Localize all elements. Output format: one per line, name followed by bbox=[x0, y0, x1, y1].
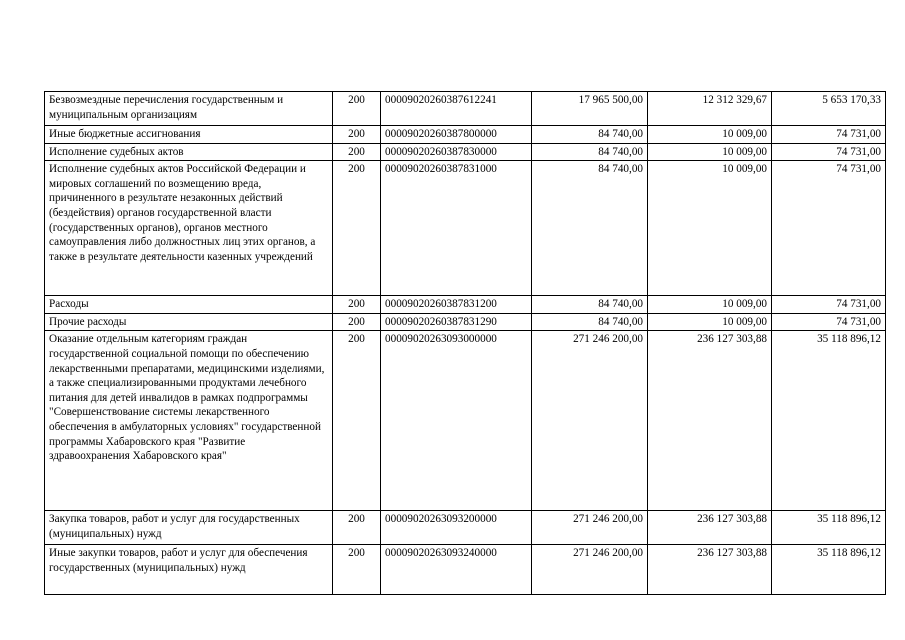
row-kbk-cell: 00009020263093200000 bbox=[381, 511, 532, 545]
row-kbk-cell: 00009020260387830000 bbox=[381, 143, 532, 161]
table-row bbox=[45, 313, 886, 331]
table-row bbox=[45, 92, 886, 126]
row-code-cell: 200 bbox=[333, 331, 381, 511]
row-code-cell: 200 bbox=[333, 511, 381, 545]
row-unexecuted-cell: 74 731,00 bbox=[772, 296, 886, 314]
row-kbk-cell: 00009020260387831200 bbox=[381, 296, 532, 314]
row-name-cell: Иные бюджетные ассигнования bbox=[45, 126, 333, 144]
row-name-cell: Расходы bbox=[45, 296, 333, 314]
row-approved-cell: 84 740,00 bbox=[532, 296, 648, 314]
row-code-cell: 200 bbox=[333, 161, 381, 296]
row-executed-cell: 236 127 303,88 bbox=[648, 545, 772, 595]
row-code-cell: 200 bbox=[333, 296, 381, 314]
budget-table bbox=[44, 91, 886, 595]
row-kbk-cell: 00009020260387612241 bbox=[381, 92, 532, 126]
row-executed-cell: 10 009,00 bbox=[648, 143, 772, 161]
row-executed-cell: 10 009,00 bbox=[648, 296, 772, 314]
table-row bbox=[45, 511, 886, 545]
row-unexecuted-cell: 74 731,00 bbox=[772, 126, 886, 144]
row-kbk-cell: 00009020263093240000 bbox=[381, 545, 532, 595]
row-executed-cell: 236 127 303,88 bbox=[648, 511, 772, 545]
table-row bbox=[45, 126, 886, 144]
row-code-cell: 200 bbox=[333, 126, 381, 144]
table-row bbox=[45, 545, 886, 595]
row-approved-cell: 271 246 200,00 bbox=[532, 545, 648, 595]
row-unexecuted-cell: 74 731,00 bbox=[772, 313, 886, 331]
table-row bbox=[45, 296, 886, 314]
row-code-cell: 200 bbox=[333, 545, 381, 595]
row-approved-cell: 84 740,00 bbox=[532, 126, 648, 144]
row-unexecuted-cell: 74 731,00 bbox=[772, 143, 886, 161]
row-name-cell: Оказание отдельным категориям граждан государственной социальной помощи по обеспечению лекарственными препаратами, медицинскими изделиями, а также специализированными продуктами лечебного питания для детей инвалидов в рамках подпрограммы "Совершенствование системы лекарственного обеспечения в амбулаторных условиях" государственной программы Хабаровского края "Развитие здравоохранения Хабаровского края" bbox=[45, 331, 333, 511]
row-unexecuted-cell: 35 118 896,12 bbox=[772, 511, 886, 545]
row-approved-cell: 84 740,00 bbox=[532, 143, 648, 161]
row-name-cell: Закупка товаров, работ и услуг для государственных (муниципальных) нужд bbox=[45, 511, 333, 545]
row-kbk-cell: 00009020260387831290 bbox=[381, 313, 532, 331]
row-code-cell: 200 bbox=[333, 313, 381, 331]
row-unexecuted-cell: 74 731,00 bbox=[772, 161, 886, 296]
row-executed-cell: 12 312 329,67 bbox=[648, 92, 772, 126]
row-code-cell: 200 bbox=[333, 92, 381, 126]
row-code-cell: 200 bbox=[333, 143, 381, 161]
table-row bbox=[45, 331, 886, 511]
table-row bbox=[45, 143, 886, 161]
row-kbk-cell: 00009020260387800000 bbox=[381, 126, 532, 144]
row-name-cell: Иные закупки товаров, работ и услуг для обеспечения государственных (муниципальных) нужд bbox=[45, 545, 333, 595]
row-approved-cell: 17 965 500,00 bbox=[532, 92, 648, 126]
row-unexecuted-cell: 5 653 170,33 bbox=[772, 92, 886, 126]
row-name-cell: Прочие расходы bbox=[45, 313, 333, 331]
row-kbk-cell: 00009020263093000000 bbox=[381, 331, 532, 511]
row-approved-cell: 84 740,00 bbox=[532, 161, 648, 296]
row-name-cell: Исполнение судебных актов bbox=[45, 143, 333, 161]
budget-table-body bbox=[45, 92, 886, 595]
row-unexecuted-cell: 35 118 896,12 bbox=[772, 545, 886, 595]
row-approved-cell: 271 246 200,00 bbox=[532, 511, 648, 545]
row-executed-cell: 10 009,00 bbox=[648, 126, 772, 144]
row-name-cell: Исполнение судебных актов Российской Федерации и мировых соглашений по возмещению вреда, причиненного в результате незаконных действий (бездействия) органов государственной власти (государственных органов), органов местного самоуправления либо должностных лиц этих органов, а также в результате деятельности казенных учреждений bbox=[45, 161, 333, 296]
row-approved-cell: 271 246 200,00 bbox=[532, 331, 648, 511]
row-approved-cell: 84 740,00 bbox=[532, 313, 648, 331]
row-kbk-cell: 00009020260387831000 bbox=[381, 161, 532, 296]
row-unexecuted-cell: 35 118 896,12 bbox=[772, 331, 886, 511]
row-executed-cell: 236 127 303,88 bbox=[648, 331, 772, 511]
row-executed-cell: 10 009,00 bbox=[648, 313, 772, 331]
row-name-cell: Безвозмездные перечисления государственным и муниципальным организациям bbox=[45, 92, 333, 126]
row-executed-cell: 10 009,00 bbox=[648, 161, 772, 296]
table-row bbox=[45, 161, 886, 296]
